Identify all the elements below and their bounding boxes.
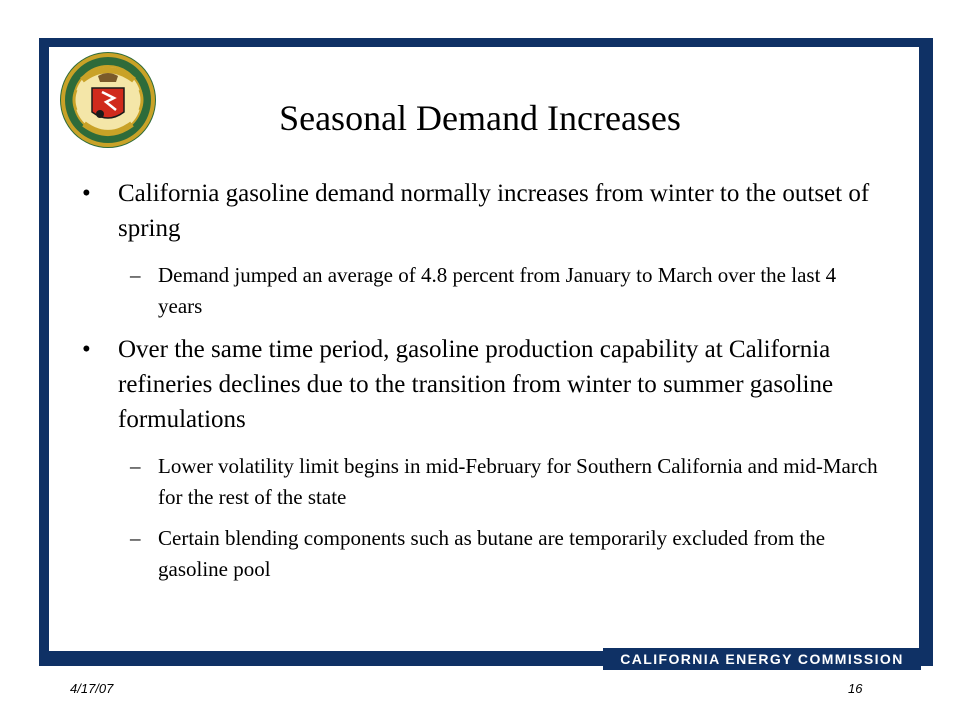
sub-bullet-item [80, 451, 880, 513]
bullet-glyph: • [82, 336, 91, 363]
sub-bullet-text: Certain blending components such as butane are temporarily excluded from the gasoline pool [158, 526, 826, 581]
sub-bullet-glyph: – [130, 263, 141, 287]
sub-bullet-text: Lower volatility limit begins in mid-February for Southern California and mid-March for the rest of the state [158, 454, 878, 509]
footer-organization-band: CALIFORNIA ENERGY COMMISSION [603, 648, 921, 670]
footer-date: 4/17/07 [70, 681, 114, 696]
energy-commission-seal-icon [58, 50, 158, 150]
sub-bullet-item [80, 260, 880, 322]
sub-bullet-text: Demand jumped an average of 4.8 percent from January to March over the last 4 years [158, 263, 837, 318]
bullet-item [80, 176, 880, 246]
sub-bullet-item [80, 523, 880, 585]
sub-bullet-glyph: – [130, 454, 141, 478]
bullet-list [80, 176, 880, 595]
bullet-text: Over the same time period, gasoline production capability at California refineries declines due to the transition from winter to summer gasoline formulations [118, 336, 834, 433]
bullet-glyph: • [82, 180, 91, 207]
sub-bullet-glyph: – [130, 526, 141, 550]
page-number: 16 [848, 681, 863, 696]
bullet-text: California gasoline demand normally increases from winter to the outset of spring [118, 180, 870, 242]
slide-title: Seasonal Demand Increases [279, 98, 681, 138]
bullet-item [80, 332, 880, 437]
